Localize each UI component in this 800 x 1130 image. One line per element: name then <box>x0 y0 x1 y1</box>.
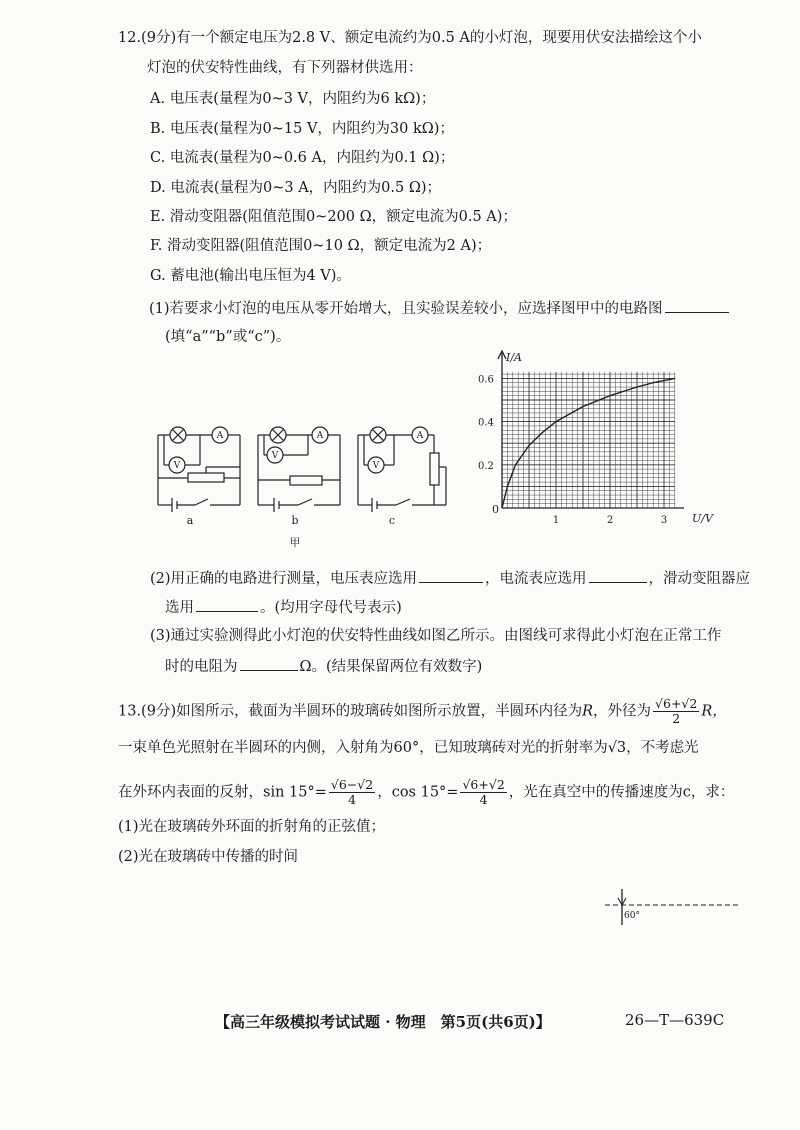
q12-part1-text: (1)若要求小灯泡的电压从零开始增大，且实验误差较小，应选择图甲中的电路图 <box>149 301 663 317</box>
q12-part2-line1 <box>150 566 750 590</box>
answer-blank-rheostat[interactable] <box>196 595 258 612</box>
circuit-a-voltmeter-symbol: V <box>173 461 181 471</box>
q12-option-a: A. 电压表(量程为0~3 V，内阻约为6 kΩ)； <box>150 91 436 107</box>
q13-stem-line3 <box>118 778 734 807</box>
q13-text-6: ，光在真空中的传播速度为c，求： <box>508 784 735 801</box>
outer-radius-numerator: √6+√2 <box>655 696 698 711</box>
q12-part3-text-b: Ω。(结果保留两位有效数字) <box>299 659 483 675</box>
q12-part2-text-e: 。(均用字母代号表示) <box>260 600 402 616</box>
curve-data-point <box>636 386 637 387</box>
circuit-c-voltmeter-symbol: V <box>372 461 380 471</box>
y-tick-label-0.4: 0.4 <box>478 417 494 429</box>
curve-data-point <box>507 486 508 487</box>
sin15-denominator: 4 <box>348 792 357 807</box>
curve-data-point <box>582 406 583 407</box>
circuit-c <box>358 427 446 512</box>
circuit-b-voltmeter-symbol: V <box>271 451 279 461</box>
q12-option-d: D. 电流表(量程为0~3 A，内阻约为0.5 Ω)； <box>150 180 442 196</box>
origin-label: 0 <box>492 503 499 516</box>
y-tick-label-0.6: 0.6 <box>478 374 494 386</box>
q12-part2-text-a: (2)用正确的电路进行测量，电压表应选用 <box>150 571 418 587</box>
q12-part2-text-c: ，滑动变阻器应 <box>648 571 751 587</box>
q13-stem-line1 <box>118 697 727 726</box>
q13-text-1: 13.(9分)如图所示，截面为半圆环的玻璃砖如图所示放置，半圆环内径为 <box>118 703 583 720</box>
q13-text-2: ，外径为 <box>593 703 652 720</box>
circuit-a-ammeter-symbol: A <box>216 431 224 441</box>
answer-blank-ammeter[interactable] <box>589 566 647 583</box>
iu-characteristic-graph <box>470 345 720 535</box>
q13-stem-line2: 一束单色光照射在半圆环的内侧，入射角为60°，已知玻璃砖对光的折射率为√3，不考虑光 <box>118 740 699 756</box>
circuit-c-ammeter-symbol: A <box>416 431 424 441</box>
curve-data-point <box>542 432 543 433</box>
q12-option-b: B. 电压表(量程为0~15 V，内阻约为30 kΩ)； <box>150 121 454 137</box>
figure-jia-caption: 甲 <box>289 536 301 549</box>
curve-data-point <box>609 395 610 396</box>
q12-part1-line2: (填“a”“b”或“c”)。 <box>165 329 291 345</box>
exam-code: 26—T—639C <box>625 1011 725 1029</box>
sin15-fraction <box>329 778 375 807</box>
x-tick-label-2: 2 <box>606 515 614 526</box>
q13-sub1: (1)光在玻璃砖外环面的折射角的正弦值； <box>118 819 386 835</box>
circuit-c-label: c <box>388 514 396 527</box>
q12-option-c: C. 电流表(量程为0~0.6 A，内阻约为0.1 Ω)； <box>150 150 455 166</box>
q12-part1-line1 <box>149 296 731 320</box>
answer-blank-circuit[interactable] <box>665 296 729 313</box>
sin15-numerator: √6−√2 <box>330 777 374 792</box>
q13-sub2: (2)光在玻璃砖中传播的时间 <box>118 849 299 865</box>
q13-text-4: 在外环内表面的反射，sin 15°= <box>118 784 327 801</box>
q12-stem-line2: 灯泡的伏安特性曲线，有下列器材供选用： <box>147 60 423 76</box>
curve-data-point <box>515 464 516 465</box>
q12-option-g: G. 蓄电池(输出电压恒为4 V)。 <box>150 268 351 284</box>
answer-blank-voltmeter[interactable] <box>419 566 483 583</box>
circuit-b <box>258 427 340 512</box>
answer-blank-resistance[interactable] <box>240 654 298 671</box>
page-footer: 【高三年级模拟考试试题 · 物理 第5页(共6页)】 <box>215 1013 551 1031</box>
circuit-diagrams <box>150 415 450 555</box>
x-axis-label: U/V <box>692 512 713 525</box>
q12-part2-text-d: 选用 <box>165 600 194 616</box>
q13-light-ray-diagram <box>600 885 750 935</box>
q13-text-3: R， <box>701 703 727 720</box>
q12-part2-line2 <box>165 595 402 619</box>
curve-data-point <box>653 382 654 383</box>
y-axis-label: I/A <box>506 351 522 364</box>
cos15-fraction <box>460 778 506 807</box>
q12-stem-line1: 12.(9分)有一个额定电压为2.8 V、额定电流约为0.5 A的小灯泡，现要用伏安法描绘这个小 <box>118 30 702 46</box>
circuit-b-label: b <box>291 514 299 527</box>
q12-part2-text-b: ，电流表应选用 <box>485 571 587 587</box>
curve-data-point <box>528 445 529 446</box>
circuit-a-label: a <box>186 514 194 527</box>
angle-label: 60° <box>624 911 640 921</box>
y-tick-label-0.2: 0.2 <box>478 460 494 472</box>
curve-data-point <box>501 507 502 508</box>
q12-option-f: F. 滑动变阻器(阻值范围0~10 Ω，额定电流为2 A)； <box>150 238 492 254</box>
graph-grid <box>502 372 675 508</box>
circuit-b-ammeter-symbol: A <box>316 431 324 441</box>
q12-part3-text-a: 时的电阻为 <box>165 659 238 675</box>
curve-data-point <box>663 380 664 381</box>
x-tick-label-3: 3 <box>660 515 668 526</box>
circuit-a <box>158 427 240 512</box>
q12-part3-line2 <box>165 654 482 678</box>
outer-radius-denominator: 2 <box>672 711 681 726</box>
q12-option-e: E. 滑动变阻器(阻值范围0~200 Ω，额定电流为0.5 A)； <box>150 209 517 225</box>
q13-text-5: ，cos 15°= <box>377 784 459 801</box>
outer-radius-fraction <box>653 697 699 726</box>
cos15-numerator: √6+√2 <box>462 777 505 792</box>
curve-data-point <box>555 421 556 422</box>
x-tick-label-1: 1 <box>552 515 560 526</box>
q12-part3-line1: (3)通过实验测得此小灯泡的伏安特性曲线如图乙所示。由图线可求得此小灯泡在正常工作 <box>150 628 722 644</box>
cos15-denominator: 4 <box>479 792 488 807</box>
inner-radius-symbol: R <box>582 703 594 720</box>
curve-data-point <box>674 378 675 379</box>
